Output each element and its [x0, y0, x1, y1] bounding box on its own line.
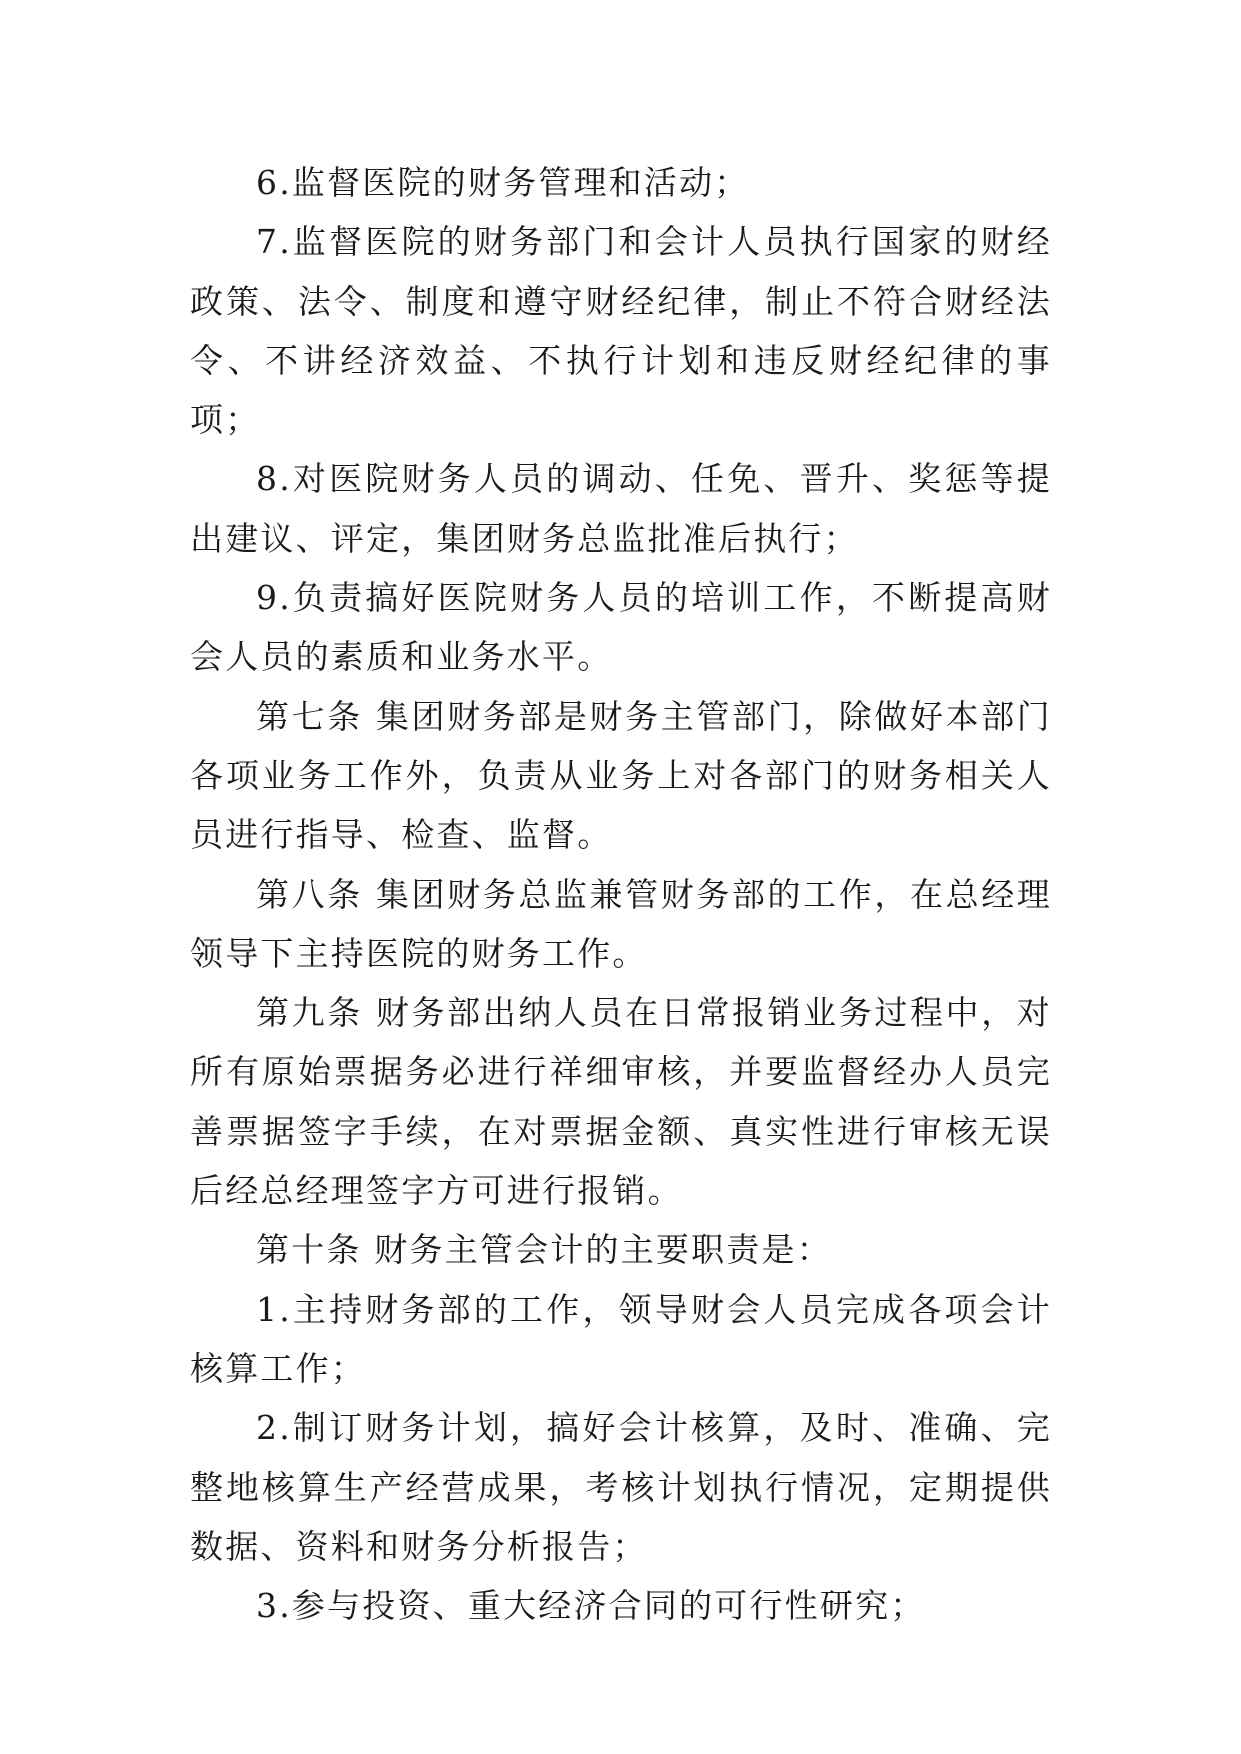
article-7-paragraph: 第七条 集团财务部是财务主管部门，除做好本部门各项业务工作外，负责从业务上对各部门的财务相关人员进行指导、检查、监督。 [190, 696, 1052, 855]
paragraph-item-9: 9.负责搞好医院财务人员的培训工作，不断提高财会人员的素质和业务水平。 [190, 578, 1052, 677]
paragraph-item-2: 2.制订财务计划，搞好会计核算，及时、准确、完整地核算生产经营成果，考核计划执行情况，定期提供数据、资料和财务分析报告； [190, 1408, 1052, 1566]
article-10-heading: 第十条 财务主管会计的主要职责是： [256, 1230, 832, 1270]
document-body [190, 153, 1052, 1635]
paragraph-item-6: 6.监督医院的财务管理和活动； [256, 163, 750, 202]
article-8-paragraph: 第八条 集团财务总监兼管财务部的工作，在总经理领导下主持医院的财务工作。 [190, 874, 1052, 973]
article-9-paragraph: 第九条 财务部出纳人员在日常报销业务过程中，对所有原始票据务必进行祥细审核，并要监督经办人员完善票据签字手续，在对票据金额、真实性进行审核无误后经总经理签字方可进行报销。 [190, 993, 1052, 1211]
paragraph-item-7: 7.监督医院的财务部门和会计人员执行国家的财经政策、法令、制度和遵守财经纪律，制止不符合财经法令、不讲经济效益、不执行计划和违反财经纪律的事项； [190, 222, 1052, 440]
paragraph-item-1: 1.主持财务部的工作，领导财会人员完成各项会计核算工作； [190, 1289, 1052, 1388]
paragraph-item-8: 8.对医院财务人员的调动、任免、晋升、奖惩等提出建议、评定，集团财务总监批准后执行； [190, 459, 1052, 558]
paragraph-item-3: 3.参与投资、重大经济合同的可行性研究； [256, 1586, 926, 1626]
